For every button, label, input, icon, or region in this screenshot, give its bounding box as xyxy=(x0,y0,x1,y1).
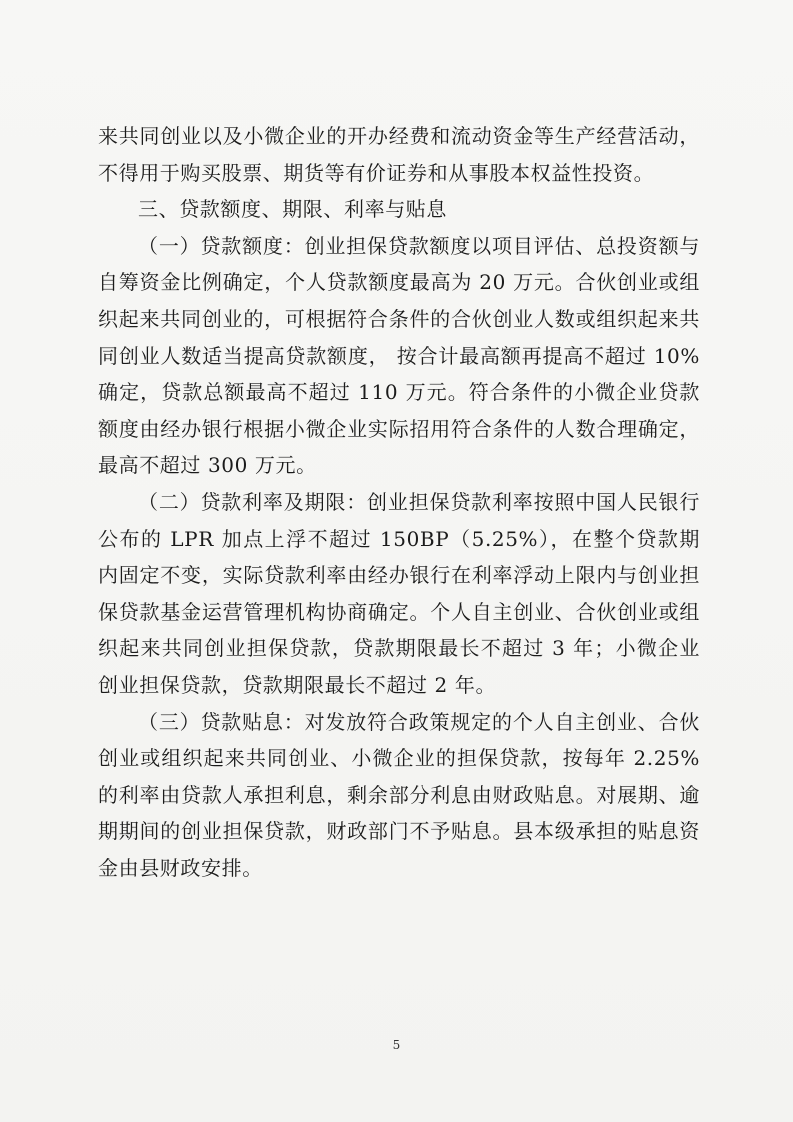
paragraph-lead: （一）贷款额度： xyxy=(138,233,305,258)
section-heading: 三、贷款额度、期限、利率与贴息 xyxy=(138,197,447,222)
paragraph-continuation xyxy=(98,118,700,191)
paragraph-text: 来共同创业以及小微企业的开办经费和流动资金等生产经营活动，不得用于购买股票、期货等有价证券和从事股本权益性投资。 xyxy=(98,124,700,185)
document-body xyxy=(98,118,700,886)
paragraph-loan-rate-term xyxy=(98,484,700,704)
paragraph-text: 创业担保贷款额度以项目评估、总投资额与自筹资金比例确定，个人贷款额度最高为 20 万元。合伙创业或组织起来共同创业的，可根据符合条件的合伙创业人数或组织起来共同创业人数适当提高贷款额度， 按合计最高额再提高不超过 10%确定，贷款总额最高不超过 110 万元。符合条件的小微企业贷款额度由经办银行根据小微企业实际招用符合条件的人数合理确定，最高不超过 300 万元。 xyxy=(98,233,700,478)
paragraph-loan-subsidy xyxy=(98,704,700,887)
paragraph-text: 创业担保贷款利率按照中国人民银行公布的 LPR 加点上浮不超过 150BP（5.25%），在整个贷款期内固定不变，实际贷款利率由经办银行在利率浮动上限内与创业担保贷款基金运营管理机构协商确定。个人自主创业、合伙创业或组织起来共同创业担保贷款，贷款期限最长不超过 3 年；小微企业创业担保贷款，贷款期限最长不超过 2 年。 xyxy=(98,489,700,697)
paragraph-text: 对发放符合政策规定的个人自主创业、合伙创业或组织起来共同创业、小微企业的担保贷款，按每年 2.25%的利率由贷款人承担利息，剩余部分利息由财政贴息。对展期、逾期期间的创业担保贷款，财政部门不予贴息。县本级承担的贴息资金由县财政安排。 xyxy=(98,709,700,880)
page-number: 5 xyxy=(392,1038,401,1052)
paragraph-loan-amount xyxy=(98,228,700,484)
paragraph-lead: （三）贷款贴息： xyxy=(138,709,305,734)
paragraph-lead: （二）贷款利率及期限： xyxy=(138,489,368,514)
